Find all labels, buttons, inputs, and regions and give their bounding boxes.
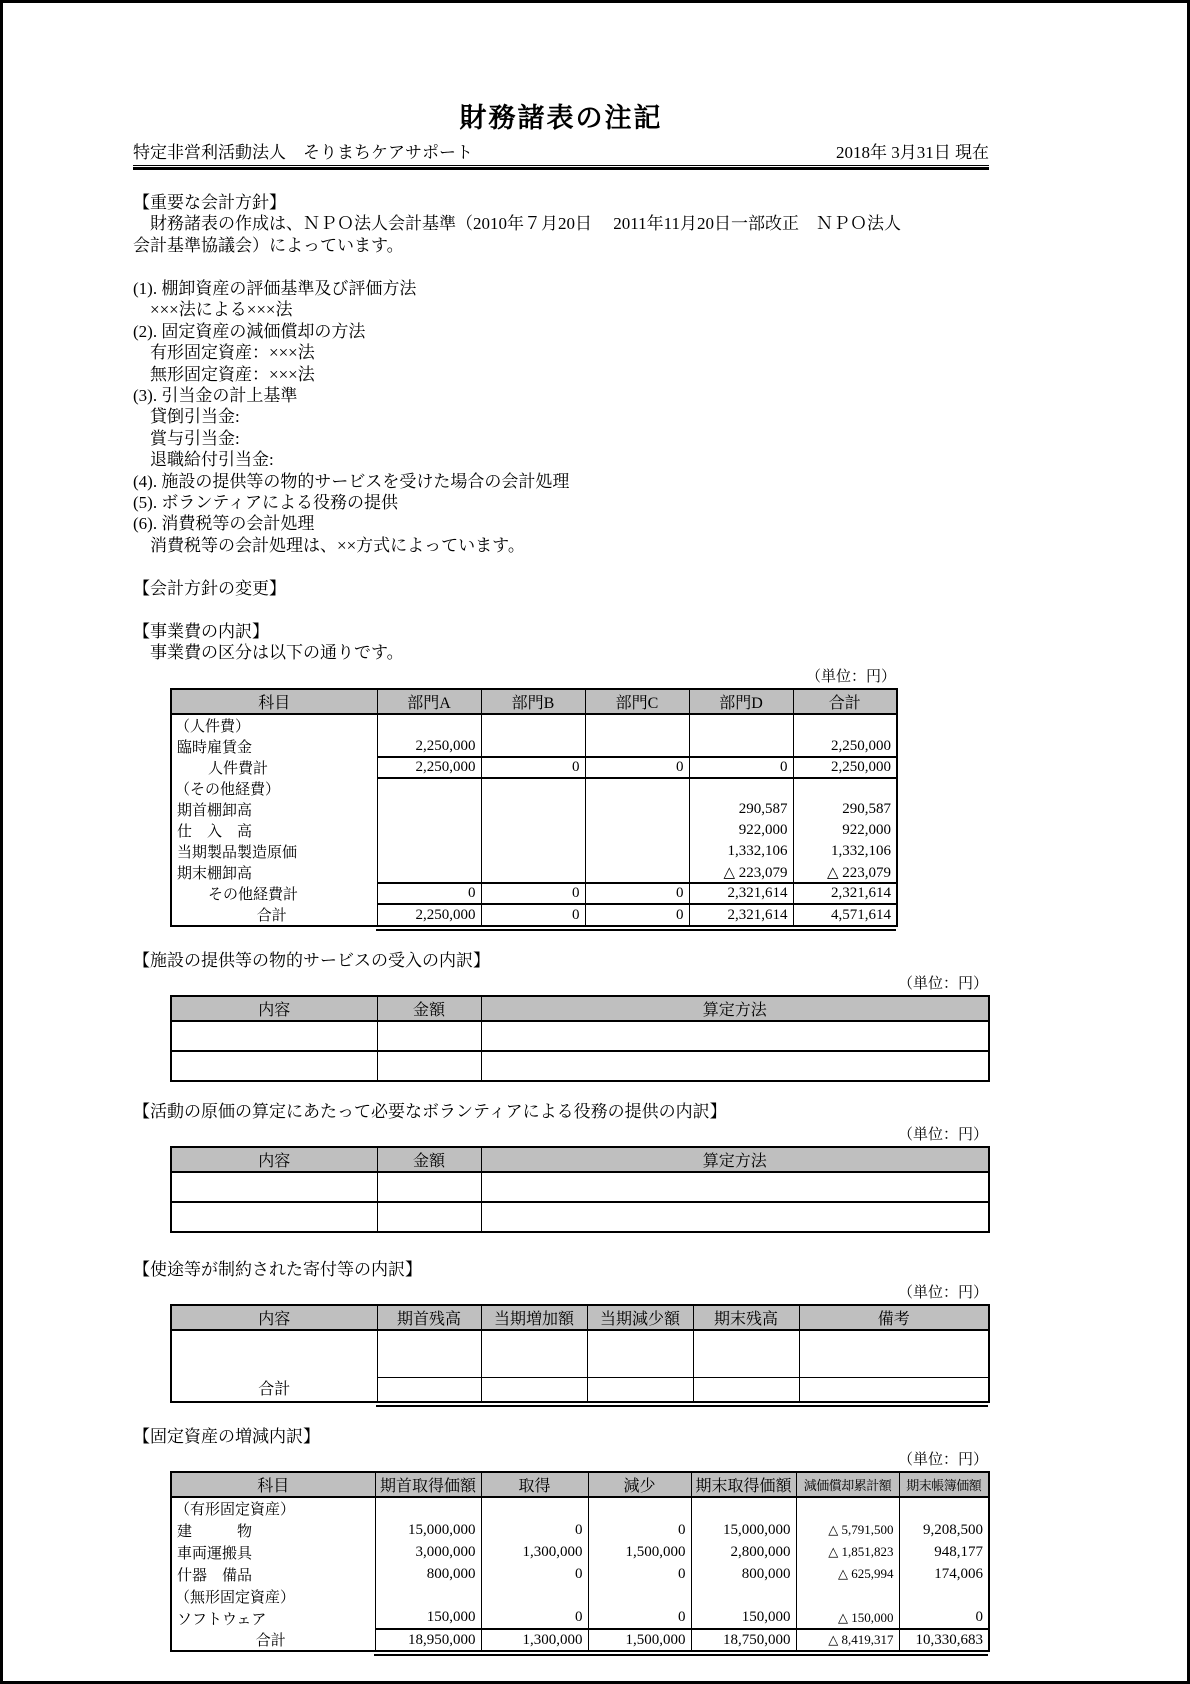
value-cell: 2,250,000: [377, 757, 481, 778]
unit-label: （単位：円）: [805, 669, 896, 686]
section-heading-business-expense: 【事業費の内訳】: [133, 622, 269, 642]
value-cell: 0: [689, 757, 793, 778]
value-cell: 0: [481, 757, 585, 778]
value-cell: 150,000: [375, 1607, 481, 1629]
value-cell: [585, 736, 689, 757]
value-cell: △ 5,791,500: [796, 1519, 899, 1541]
policy-item: 無形固定資産：×××法: [133, 364, 315, 384]
column-header: 内容: [171, 996, 377, 1021]
row-label-cell: 人件費計: [171, 757, 377, 778]
value-cell: [377, 862, 481, 883]
policy-intro-line2: 会計基準協議会）によっています。: [133, 236, 404, 255]
column-header: 部門C: [585, 689, 689, 714]
value-cell: [585, 841, 689, 862]
value-cell: 15,000,000: [691, 1519, 796, 1541]
organization-name: 特定非営利活動法人 そりまちケアサポート: [133, 143, 473, 162]
column-header: 金額: [377, 996, 481, 1021]
value-cell: 0: [899, 1607, 989, 1629]
value-cell: [377, 1172, 481, 1202]
value-cell: 0: [377, 883, 481, 904]
value-cell: 9,208,500: [899, 1519, 989, 1541]
value-cell: [585, 799, 689, 820]
value-cell: 0: [585, 904, 689, 926]
value-cell: [691, 1585, 796, 1607]
value-cell: [377, 1021, 481, 1051]
value-cell: 2,250,000: [377, 904, 481, 926]
value-cell: 0: [588, 1607, 691, 1629]
policy-item: ×××法による×××法: [133, 300, 293, 320]
table-row: [171, 778, 897, 799]
table-header-row: [171, 996, 989, 1021]
value-cell: 290,587: [793, 799, 897, 820]
table-row: [171, 1202, 989, 1232]
unit-label: （単位：円）: [897, 1127, 988, 1144]
value-cell: [375, 1497, 481, 1519]
value-cell: [693, 1377, 799, 1402]
value-cell: [481, 1051, 989, 1081]
value-cell: [377, 1377, 481, 1402]
table-row: [171, 1585, 989, 1607]
table-row: [171, 820, 897, 841]
value-cell: [377, 1051, 481, 1081]
row-label-cell: 合計: [171, 904, 377, 926]
page-title: 財務諸表の注記: [459, 103, 663, 133]
column-header: 内容: [171, 1305, 377, 1330]
value-cell: [481, 1497, 588, 1519]
value-cell: 1,500,000: [588, 1541, 691, 1563]
table-header-row: [171, 1305, 989, 1330]
table-header-row: [171, 1472, 989, 1497]
column-header: 部門A: [377, 689, 481, 714]
value-cell: [588, 1497, 691, 1519]
row-label-cell: 当期製品製造原価: [171, 841, 377, 862]
value-cell: [481, 820, 585, 841]
policy-item: (4). 施設の提供等の物的サービスを受けた場合の会計処理: [133, 471, 570, 491]
value-cell: 3,000,000: [375, 1541, 481, 1563]
value-cell: [481, 736, 585, 757]
value-cell: 1,300,000: [481, 1541, 588, 1563]
row-label-cell: [171, 1021, 377, 1051]
section-heading-volunteer-service: 【活動の原価の算定にあたって必要なボランティアによる役務の提供の内訳】: [133, 1102, 727, 1122]
value-cell: [585, 820, 689, 841]
column-header: 取得: [481, 1472, 588, 1497]
value-cell: [481, 862, 585, 883]
row-label-cell: 合計: [171, 1629, 375, 1651]
column-header: 部門B: [481, 689, 585, 714]
table-row: [171, 883, 897, 904]
value-cell: 2,321,614: [689, 904, 793, 926]
row-label-cell: [171, 1051, 377, 1081]
policy-item: (1). 棚卸資産の評価基準及び評価方法: [133, 279, 417, 298]
value-cell: [799, 1330, 989, 1377]
table-row: [171, 1607, 989, 1629]
column-header: 備考: [799, 1305, 989, 1330]
table-row: [171, 1541, 989, 1563]
column-header: 部門D: [689, 689, 793, 714]
value-cell: 2,250,000: [793, 736, 897, 757]
table-row: [171, 799, 897, 820]
header-rule: [133, 167, 989, 170]
table-row: [171, 1629, 989, 1651]
value-cell: [481, 1330, 587, 1377]
policy-intro-line1: 財務諸表の作成は、ＮＰＯ法人会計基準（2010年７月20日 2011年11月20日一部改正 ＮＰＯ法人: [133, 214, 901, 233]
value-cell: 0: [481, 1563, 588, 1585]
column-header: 期首残高: [377, 1305, 481, 1330]
unit-label: （単位：円）: [897, 1285, 988, 1302]
value-cell: 0: [481, 1607, 588, 1629]
value-cell: 18,950,000: [375, 1629, 481, 1651]
value-cell: [481, 1021, 989, 1051]
column-header: 期首取得価額: [375, 1472, 481, 1497]
table-header-row: [171, 689, 897, 714]
column-header: 減少: [588, 1472, 691, 1497]
table-row: [171, 1563, 989, 1585]
total-underline: [376, 1405, 988, 1407]
value-cell: △ 223,079: [793, 862, 897, 883]
table-row: [171, 1172, 989, 1202]
value-cell: [799, 1377, 989, 1402]
policy-item: (3). 引当金の計上基準: [133, 386, 298, 406]
value-cell: [481, 1585, 588, 1607]
value-cell: [588, 1585, 691, 1607]
policy-item: (5). ボランティアによる役務の提供: [133, 493, 398, 513]
column-header: 期末残高: [693, 1305, 799, 1330]
table-row: [171, 1021, 989, 1051]
fixed-assets-table: [170, 1471, 990, 1652]
row-label-cell: 什器 備品: [171, 1563, 375, 1585]
document-date: 2018年 3月31日 現在: [836, 143, 989, 162]
value-cell: [375, 1585, 481, 1607]
column-header: 期末帳簿価額: [899, 1472, 989, 1497]
value-cell: 2,800,000: [691, 1541, 796, 1563]
column-header: 当期増加額: [481, 1305, 587, 1330]
policy-item: 賞与引当金:: [133, 428, 240, 448]
value-cell: △ 625,994: [796, 1563, 899, 1585]
section-heading-inkind-service: 【施設の提供等の物的サービスの受入の内訳】: [133, 951, 490, 971]
value-cell: 1,332,106: [689, 841, 793, 862]
value-cell: 4,571,614: [793, 904, 897, 926]
policy-item: 退職給付引当金:: [133, 450, 274, 470]
value-cell: 0: [585, 883, 689, 904]
section-heading-restricted-donation: 【使途等が制約された寄付等の内訳】: [133, 1260, 422, 1280]
volunteer-service-table: [170, 1146, 990, 1233]
column-header: 算定方法: [481, 1147, 989, 1172]
table-row: [171, 841, 897, 862]
value-cell: [377, 1202, 481, 1232]
fixed-assets-block: [170, 1451, 988, 1656]
value-cell: 10,330,683: [899, 1629, 989, 1651]
value-cell: 15,000,000: [375, 1519, 481, 1541]
policy-item: (6). 消費税等の会計処理: [133, 514, 315, 534]
value-cell: 2,321,614: [689, 883, 793, 904]
restricted-donation-block: [170, 1284, 988, 1407]
value-cell: [481, 841, 585, 862]
row-label-cell: （人件費）: [171, 714, 377, 736]
row-label-cell: 臨時雇賃金: [171, 736, 377, 757]
value-cell: 290,587: [689, 799, 793, 820]
policy-item: (2). 固定資産の減価償却の方法: [133, 321, 366, 341]
value-cell: 0: [588, 1519, 691, 1541]
table-row: [171, 757, 897, 778]
table-row: [171, 736, 897, 757]
table-row: [171, 1330, 989, 1377]
value-cell: 150,000: [691, 1607, 796, 1629]
value-cell: [481, 1172, 989, 1202]
value-cell: [585, 778, 689, 799]
policy-item: 消費税等の会計処理は、××方式によっています。: [133, 535, 525, 555]
column-header: 減価償却累計額: [796, 1472, 899, 1497]
business-expense-table: [170, 688, 898, 927]
section-heading-accounting-policy: 【重要な会計方針】: [133, 193, 286, 212]
value-cell: [587, 1330, 693, 1377]
page-content: [3, 3, 1187, 1656]
value-cell: [899, 1497, 989, 1519]
policy-items: [133, 278, 989, 556]
table-row: [171, 714, 897, 736]
value-cell: [481, 1202, 989, 1232]
value-cell: [481, 1377, 587, 1402]
table-row: [171, 862, 897, 883]
value-cell: [585, 714, 689, 736]
value-cell: [377, 799, 481, 820]
total-underline: [374, 1654, 988, 1656]
column-header: 科目: [171, 1472, 375, 1497]
unit-label: （単位：円）: [897, 1452, 988, 1469]
value-cell: [689, 778, 793, 799]
table-row: [171, 1051, 989, 1081]
value-cell: [481, 714, 585, 736]
row-label-cell: その他経費計: [171, 883, 377, 904]
value-cell: [585, 862, 689, 883]
section-heading-policy-change: 【会計方針の変更】: [133, 579, 286, 599]
row-label-cell: [171, 1172, 377, 1202]
value-cell: 2,321,614: [793, 883, 897, 904]
value-cell: [377, 841, 481, 862]
value-cell: [481, 799, 585, 820]
policy-item: 貸倒引当金:: [133, 407, 240, 427]
total-row-label: 合計: [171, 1330, 377, 1402]
value-cell: 922,000: [689, 820, 793, 841]
value-cell: [481, 778, 585, 799]
value-cell: [689, 736, 793, 757]
value-cell: 800,000: [691, 1563, 796, 1585]
column-header: 算定方法: [481, 996, 989, 1021]
value-cell: 1,300,000: [481, 1629, 588, 1651]
value-cell: [899, 1585, 989, 1607]
value-cell: 1,332,106: [793, 841, 897, 862]
value-cell: 922,000: [793, 820, 897, 841]
value-cell: 0: [481, 904, 585, 926]
value-cell: [689, 714, 793, 736]
value-cell: 0: [585, 757, 689, 778]
value-cell: 0: [481, 1519, 588, 1541]
row-label-cell: （無形固定資産）: [171, 1585, 375, 1607]
value-cell: △ 1,851,823: [796, 1541, 899, 1563]
row-label-cell: 仕 入 高: [171, 820, 377, 841]
value-cell: [793, 778, 897, 799]
row-label-cell: （有形固定資産）: [171, 1497, 375, 1519]
value-cell: 0: [481, 883, 585, 904]
unit-label: （単位：円）: [897, 976, 988, 993]
value-cell: [691, 1497, 796, 1519]
table-row: [171, 1519, 989, 1541]
column-header: 当期減少額: [587, 1305, 693, 1330]
table-header-row: [171, 1147, 989, 1172]
value-cell: 2,250,000: [377, 736, 481, 757]
value-cell: 18,750,000: [691, 1629, 796, 1651]
volunteer-service-block: [170, 1126, 988, 1233]
inkind-service-table: [170, 995, 990, 1082]
value-cell: [693, 1330, 799, 1377]
value-cell: [377, 1330, 481, 1377]
document-header: [133, 142, 989, 166]
inkind-service-block: [170, 975, 988, 1082]
value-cell: [377, 714, 481, 736]
value-cell: △ 150,000: [796, 1607, 899, 1629]
value-cell: [796, 1585, 899, 1607]
restricted-donation-table: [170, 1304, 990, 1403]
row-label-cell: 期首棚卸高: [171, 799, 377, 820]
column-header: 内容: [171, 1147, 377, 1172]
row-label-cell: 期末棚卸高: [171, 862, 377, 883]
value-cell: [377, 778, 481, 799]
row-label-cell: 車両運搬具: [171, 1541, 375, 1563]
value-cell: 1,500,000: [588, 1629, 691, 1651]
value-cell: 2,250,000: [793, 757, 897, 778]
value-cell: 800,000: [375, 1563, 481, 1585]
column-header: 合計: [793, 689, 897, 714]
value-cell: 174,006: [899, 1563, 989, 1585]
business-expense-intro: 事業費の区分は以下の通りです。: [133, 643, 404, 663]
value-cell: [377, 820, 481, 841]
total-underline: [376, 929, 896, 931]
value-cell: 948,177: [899, 1541, 989, 1563]
row-label-cell: ソフトウェア: [171, 1607, 375, 1629]
row-label-cell: [171, 1202, 377, 1232]
value-cell: 0: [588, 1563, 691, 1585]
section-heading-fixed-assets: 【固定資産の増減内訳】: [133, 1427, 320, 1447]
value-cell: [793, 714, 897, 736]
value-cell: △ 8,419,317: [796, 1629, 899, 1651]
value-cell: △ 223,079: [689, 862, 793, 883]
column-header: 期末取得価額: [691, 1472, 796, 1497]
table-row: [171, 904, 897, 926]
policy-item: 有形固定資産：×××法: [133, 343, 315, 363]
value-cell: [587, 1377, 693, 1402]
value-cell: [796, 1497, 899, 1519]
column-header: 金額: [377, 1147, 481, 1172]
row-label-cell: （その他経費）: [171, 778, 377, 799]
column-header: 科目: [171, 689, 377, 714]
table-row: [171, 1497, 989, 1519]
row-label-cell: 建 物: [171, 1519, 375, 1541]
business-expense-block: [170, 668, 896, 931]
